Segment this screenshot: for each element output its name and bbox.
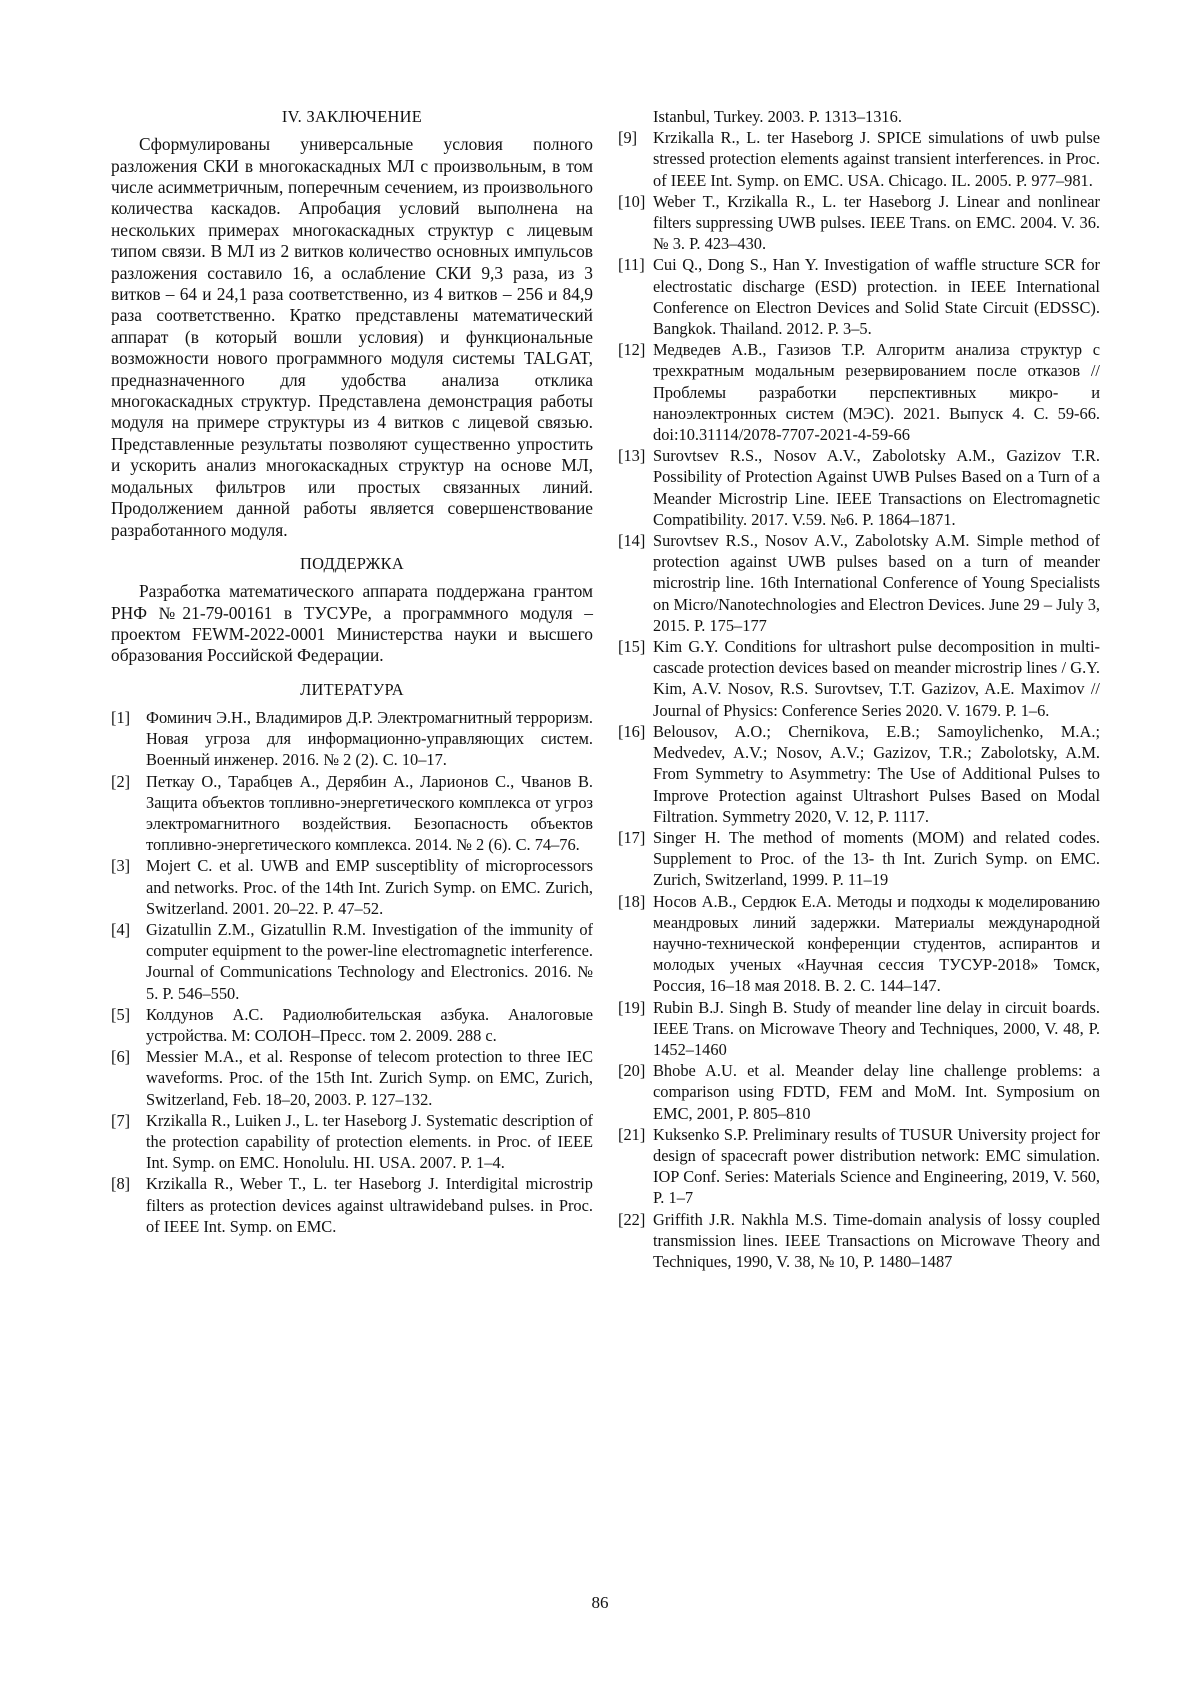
reference-text: Singer H. The method of moments (MOM) and related codes. Supplement to Proc. of the 13- th Int. Zurich Symp. on EMC. Zurich, Switzerland, 1999. P. 11–19 <box>653 827 1100 890</box>
reference-text: Mojert C. et al. UWB and EMP susceptiblity of microprocessors and networks. Proc. of the 14th Int. Zurich Symp. on EMC. Zurich, Switzerland. 2001. 20–22. P. 47–52. <box>146 856 593 918</box>
reference-number: [20] <box>618 1061 646 1081</box>
reference-item <box>111 919 593 1004</box>
reference-number: [13] <box>618 446 646 466</box>
reference-item <box>618 721 1100 827</box>
reference-item <box>618 530 1100 636</box>
reference-item <box>618 1124 1100 1209</box>
reference-number: [9] <box>618 128 638 148</box>
reference-number: [19] <box>618 997 646 1017</box>
page-number: 86 <box>591 1593 609 1612</box>
literature-heading: ЛИТЕРАТУРА <box>300 679 404 699</box>
reference-item <box>618 1209 1100 1273</box>
reference-item <box>111 707 593 771</box>
reference-number: [7] <box>111 1110 131 1130</box>
reference-item <box>618 445 1100 530</box>
reference-item <box>111 1173 593 1237</box>
reference-item <box>618 127 1100 191</box>
reference-number: [12] <box>618 340 646 360</box>
reference-number: [18] <box>618 891 646 911</box>
reference-text: Krzikalla R., Weber T., L. ter Haseborg J. Interdigital microstrip filters as protection devices against ultrawideband pulses. in Proc. of IEEE Int. Symp. on EMC. <box>146 1174 593 1236</box>
reference-text: Колдунов А.С. Радиолюбительская азбука. Аналоговые устройства. М: СОЛОН–Пресс. том 2. 2009. 288 с. <box>146 1004 593 1045</box>
reference-number: [5] <box>111 1004 131 1024</box>
reference-text: Медведев А.В., Газизов Т.Р. Алгоритм анализа структур с трехкратным модальным резервированием после отказов // Проблемы разработки перспективных микро- и наноэлектронных систем (МЭС). 2021. Выпуск 4. С. 59-66. doi:10.31114/2078-7707-2021-4-59-66 <box>653 340 1100 445</box>
reference-text: Фоминич Э.Н., Владимиров Д.Р. Электромагнитный терроризм. Новая угроза для информационно-управляющих систем. Военный инженер. 2016. № 2 (2). С. 10–17. <box>146 707 593 770</box>
reference-text: Cui Q., Dong S., Han Y. Investigation of waffle structure SCR for electrostatic discharge (ESD) protection. in IEEE International Conference on Electron Devices and Solid State Circuit (EDSSC). Bangkok. Thailand. 2012. P. 3–5. <box>653 255 1100 339</box>
reference-number: [21] <box>618 1124 646 1144</box>
reference-number: [8] <box>111 1174 131 1194</box>
reference-item <box>618 636 1100 721</box>
reference-text: Bhobe A.U. et al. Meander delay line challenge problems: a comparison using FDTD, FEM and MoM. Int. Symposium on EMC, 2001, P. 805–810 <box>653 1061 1100 1123</box>
reference-text: Surovtsev R.S., Nosov A.V., Zabolotsky A.M., Gazizov T.R. Possibility of Protection Against UWB Pulses Based on a Turn of a Meander Microstrip Line. IEEE Transactions on Electromagnetic Compatibility. 2017. V.59. №6. P. 1864–1871. <box>653 446 1100 529</box>
reference-number: [11] <box>618 255 645 275</box>
conclusion-paragraph: Сформулированы универсальные условия полного разложения СКИ в многокаскадных МЛ с произвольным, в том числе асимметричным, поперечным сечением, из произвольного количества каскадов. Апробация условий выполнена на нескольких примерах многокаскадных структур с лицевым типом связи. В МЛ из 2 витков количество основных импульсов разложения составило 16, а ослабление СКИ 9,3 раза, из 3 витков – 64 и 24,1 раза соответственно, из 4 витков – 256 и 84,9 раза соответственно. Кратко представлены математический аппарат (в который вошли условия) и функциональные возможности нового программного модуля системы TALGAT, предназначенного для удобства анализа отклика многокаскадных структур. Представлена демонстрация работы модуля на примере структуры из 4 витков с лицевой связью. Представленные результаты позволяют существенно упростить и ускорить анализ многокаскадных структур на основе МЛ, модальных фильтров или простых связанных линий. Продолжением данной работы является совершенствование разработанного модуля. <box>111 134 593 540</box>
right-column <box>618 106 1100 1272</box>
reference-item <box>618 1060 1100 1124</box>
reference-text: Weber T., Krzikalla R., L. ter Haseborg J. Linear and nonlinear filters suppressing UWB pulses. IEEE Trans. on EMC. 2004. V. 36. № 3. P. 423–430. <box>653 191 1100 254</box>
reference-text: Gizatullin Z.M., Gizatullin R.M. Investigation of the immunity of computer equipment to the power-line electromagnetic interference. Journal of Communications Technology and Electronics. 2016. № 5. P. 546–550. <box>146 919 593 1003</box>
reference-item <box>618 891 1100 997</box>
reference-text: Kim G.Y. Conditions for ultrashort pulse decomposition in multi-cascade protection devices based on meander microstrip lines / G.Y. Kim, A.V. Nosov, R.S. Surovtsev, T.T. Gazizov, A.E. Maximov // Journal of Physics: Conference Series 2020. V. 1679. P. 1–6. <box>653 637 1100 720</box>
reference-number: [15] <box>618 637 646 657</box>
reference-number: [4] <box>111 919 131 939</box>
reference-item <box>111 1110 593 1174</box>
reference-number: [3] <box>111 856 131 876</box>
support-paragraph: Разработка математического аппарата поддержана грантом РНФ №21-79-00161 в ТУСУРе, а программного модуля – проектом FEWM-2022-0001 Министерства науки и высшего образования Российской Федерации. <box>111 581 593 666</box>
reference-number: [22] <box>618 1209 646 1229</box>
conclusion-heading: IV. ЗАКЛЮЧЕНИЕ <box>281 107 423 126</box>
reference-item <box>111 771 593 856</box>
reference-text: Griffith J.R. Nakhla M.S. Time-domain analysis of lossy coupled transmission lines. IEEE Transactions on Microwave Theory and Techniques, 1990, V. 38, № 10, P. 1480–1487 <box>653 1209 1100 1271</box>
reference-number: [1] <box>111 707 131 727</box>
reference-text: Messier M.A., et al. Response of telecom protection to three IEC waveforms. Proc. of the 15th Int. Zurich Symp. on EMC, Zurich, Switzerland, Feb. 18–20, 2003. P. 127–132. <box>146 1047 593 1109</box>
reference-continuation: Istanbul, Turkey. 2003. P. 1313–1316. <box>653 107 902 126</box>
reference-item <box>111 1004 593 1046</box>
left-column <box>111 106 593 1237</box>
reference-text: Krzikalla R., L. ter Haseborg J. SPICE simulations of uwb pulse stressed protection elements against transient interferences. in Proc. of IEEE Int. Symp. on EMC. USA. Chicago. IL. 2005. P. 977–981. <box>653 128 1100 190</box>
reference-number: [16] <box>618 721 646 741</box>
reference-item <box>618 827 1100 891</box>
reference-list-left <box>111 707 593 1237</box>
reference-number: [6] <box>111 1047 131 1067</box>
reference-item <box>111 855 593 919</box>
reference-text: Носов А.В., Сердюк Е.А. Методы и подходы к моделированию меандровых линий задержки. Материалы международной научно-технической конференции студентов, аспирантов и молодых ученых «Научная сессия ТУСУР-2018» Томск, Россия, 16–18 мая 2018. В. 2. С. 144–147. <box>653 891 1100 996</box>
reference-item <box>618 339 1100 445</box>
reference-item <box>618 254 1100 339</box>
reference-text: Rubin B.J. Singh B. Study of meander line delay in circuit boards. IEEE Trans. on Microwave Theory and Techniques, 2000, V. 48, P. 1452–1460 <box>653 997 1100 1059</box>
reference-item <box>111 1046 593 1110</box>
reference-number: [17] <box>618 827 646 847</box>
reference-text: Belousov, A.O.; Chernikova, E.B.; Samoylichenko, M.A.; Medvedev, A.V.; Nosov, A.V.; Gazizov, T.R.; Zabolotsky, A.M. From Symmetry to Asymmetry: The Use of Additional Pulses to Improve Protection against Ultrashort Pulses Based on Modal Filtration. Symmetry 2020, V. 12, P. 1117. <box>653 721 1100 826</box>
reference-number: [14] <box>618 531 646 551</box>
reference-item <box>618 191 1100 255</box>
reference-text: Петкау О., Тарабцев А., Дерябин А., Ларионов С., Чванов В. Защита объектов топливно-энергетического комплекса от угроз электромагнитного воздействия. Безопасность объектов топливно-энергетического комплекса. 2014. № 2 (6). С. 74–76. <box>146 771 593 855</box>
reference-text: Kuksenko S.P. Preliminary results of TUSUR University project for design of spacecraft power distribution network: EMC simulation. IOP Conf. Series: Materials Science and Engineering, 2019, V. 560, P. 1–7 <box>653 1124 1100 1208</box>
reference-item <box>618 997 1100 1061</box>
reference-number: [10] <box>618 191 646 211</box>
reference-text: Krzikalla R., Luiken J., L. ter Haseborg J. Systematic description of the protection capability of protection elements. in Proc. of IEEE Int. Symp. on EMC. Honolulu. HI. USA. 2007. P. 1–4. <box>146 1110 593 1173</box>
support-heading: ПОДДЕРЖКА <box>300 553 404 573</box>
reference-number: [2] <box>111 771 131 791</box>
reference-text: Surovtsev R.S., Nosov A.V., Zabolotsky A.M. Simple method of protection against UWB pulses based on a turn of meander microstrip line. 16th International Conference of Young Specialists on Micro/Nanotechnologies and Electron Devices. June 29 – July 3, 2015. P. 175–177 <box>653 531 1100 635</box>
reference-list-right <box>618 127 1100 1272</box>
